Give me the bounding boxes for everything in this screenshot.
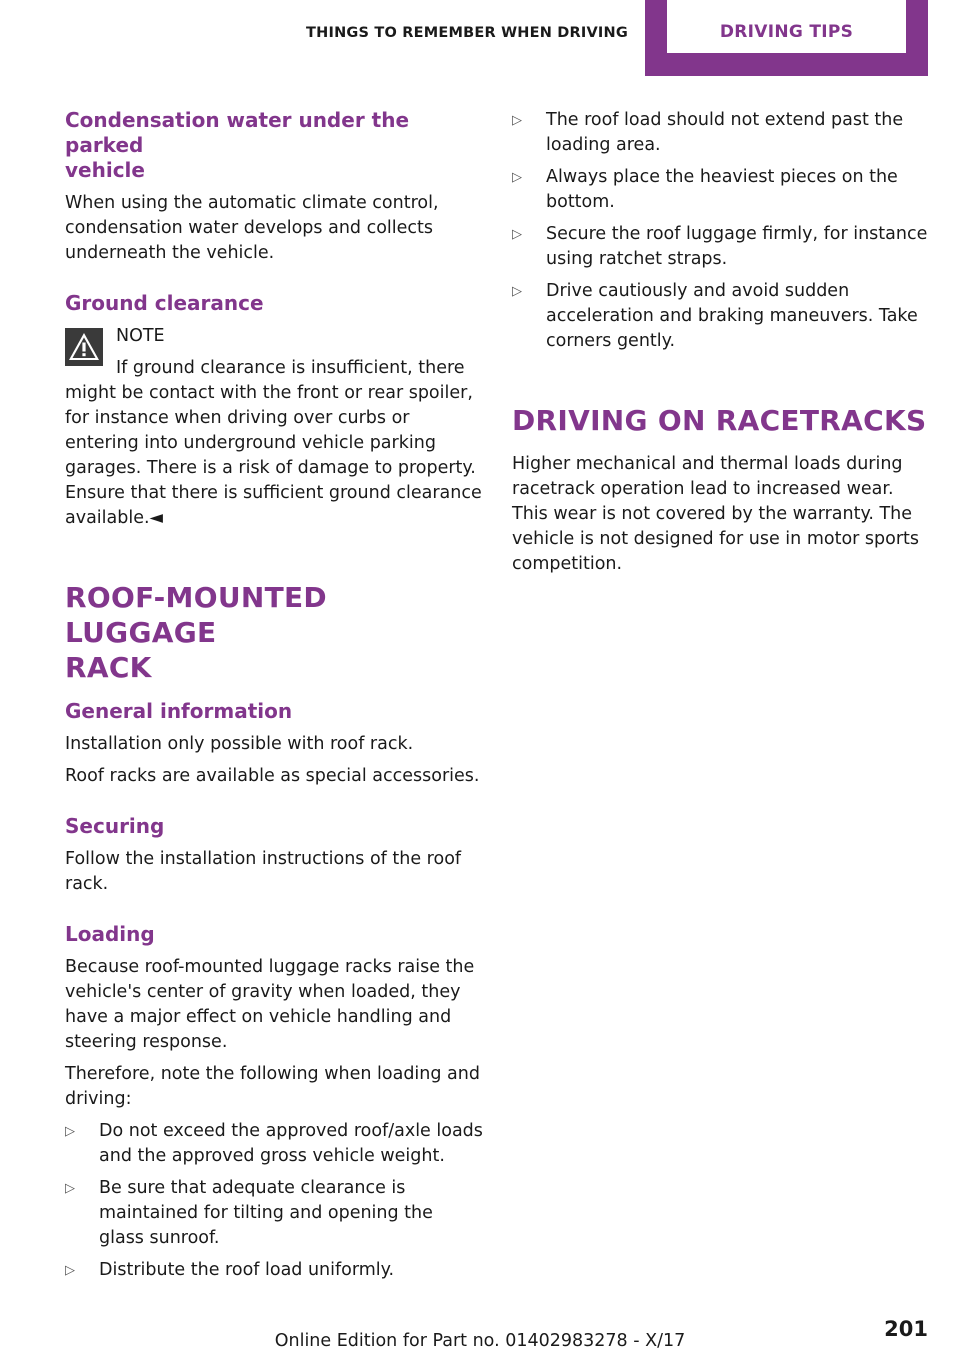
bullet-triangle-icon: ▷ <box>65 1124 75 1139</box>
loading-bullet-list-continued <box>512 108 928 354</box>
running-header-section: THINGS TO REMEMBER WHEN DRIVING <box>306 25 628 41</box>
racetracks-heading: DRIVING ON RACETRACKS <box>512 404 927 437</box>
condensation-heading-line2: vehicle <box>65 158 145 182</box>
roof-rack-heading <box>65 580 483 685</box>
general-information-heading: General information <box>65 699 293 723</box>
bullet-triangle-icon: ▷ <box>512 284 522 299</box>
securing-body: Follow the installation instructions of the roof rack. <box>65 849 462 894</box>
note-text <box>65 356 483 531</box>
list-item: ▷ Distribute the roof load uniformly. <box>65 1258 483 1283</box>
list-item: ▷ Drive cautiously and avoid sudden acceleration and braking maneuvers. Take corners gently. <box>512 281 918 351</box>
left-column <box>65 108 483 1290</box>
condensation-body: When using the automatic climate control, condensation water develops and collects underneath the vehicle. <box>65 193 439 263</box>
roof-rack-heading-line2: RACK <box>65 651 152 684</box>
roof-rack-heading-line1: ROOF-MOUNTED LUGGAGE <box>65 581 327 649</box>
list-item: ▷ The roof load should not extend past the loading area. <box>512 110 904 155</box>
bullet-triangle-icon: ▷ <box>65 1263 75 1278</box>
note-text-first-line: If ground clearance is insufficient, there <box>116 358 465 378</box>
loading-p2: Therefore, note the following when loading and driving: <box>65 1064 480 1109</box>
list-item: ▷ Secure the roof luggage firmly, for instance using ratchet straps. <box>512 224 928 269</box>
loading-heading: Loading <box>65 922 155 946</box>
general-information-p1: Installation only possible with roof rack. <box>65 734 414 754</box>
note-label: NOTE <box>116 326 165 346</box>
ground-clearance-heading: Ground clearance <box>65 291 264 315</box>
loading-p1: Because roof-mounted luggage racks raise the vehicle's center of gravity when loaded, they have a major effect on vehicle handling and steering response. <box>65 957 475 1052</box>
general-information-p2: Roof racks are available as special accessories. <box>65 766 480 786</box>
warning-icon <box>65 328 103 366</box>
securing-heading: Securing <box>65 814 165 838</box>
bullet-triangle-icon: ▷ <box>65 1181 75 1196</box>
list-item: ▷ Be sure that adequate clearance is maintained for tilting and opening the glass sunroof. <box>65 1178 433 1248</box>
list-item: ▷ Do not exceed the approved roof/axle loads and the approved gross vehicle weight. <box>65 1121 483 1166</box>
bullet-triangle-icon: ▷ <box>512 170 522 185</box>
chapter-title: DRIVING TIPS <box>719 22 854 42</box>
page-number: 201 <box>884 1317 928 1341</box>
right-column <box>512 108 928 584</box>
condensation-heading <box>65 108 483 183</box>
edition-footer: Online Edition for Part no. 01402983278 - X/17 <box>274 1331 686 1351</box>
bullet-triangle-icon: ▷ <box>512 227 522 242</box>
loading-bullet-list <box>65 1119 483 1283</box>
note-text-rest: might be contact with the front or rear spoiler, for instance when driving over curbs or entering into underground vehicle parking garages. There is a risk of damage to property. Ensure that there is sufficient ground clearance available.◄ <box>65 383 482 528</box>
condensation-heading-line1: Condensation water under the parked <box>65 108 410 157</box>
chapter-tab <box>645 0 928 76</box>
chapter-tab-inner <box>667 0 906 53</box>
list-item: ▷ Always place the heaviest pieces on the bottom. <box>512 167 898 212</box>
bullet-triangle-icon: ▷ <box>512 113 522 128</box>
ground-clearance-note <box>65 324 483 531</box>
racetracks-body: Higher mechanical and thermal loads during racetrack operation lead to increased wear. This wear is not covered by the warranty. The vehicle is not designed for use in motor sports competition. <box>512 454 920 574</box>
